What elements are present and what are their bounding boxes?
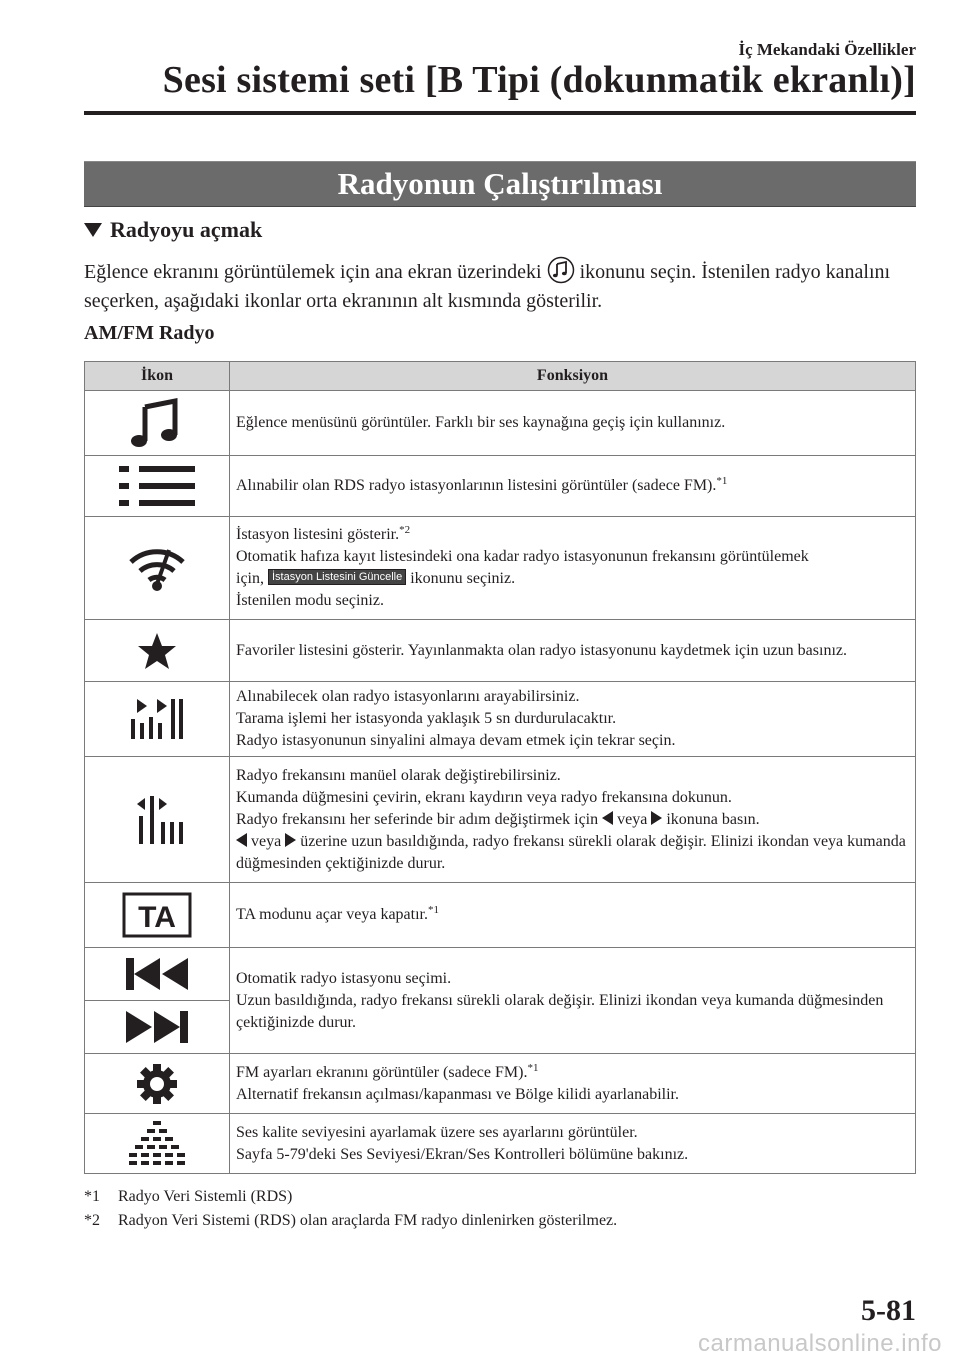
- scan-icon: [127, 693, 187, 745]
- table-row: [85, 1054, 916, 1114]
- function-cell: [230, 517, 916, 620]
- table-row: [85, 757, 916, 883]
- svg-text:TA: TA: [138, 901, 176, 934]
- function-text: Otomatik hafıza kayıt listesindeki ona kadar radyo istasyonunun frekansını görüntülemek: [236, 548, 809, 565]
- function-text: Tarama işlemi her istasyonda yaklaşık 5 sn durdurulacaktır.: [236, 710, 617, 727]
- page-number: 5-81: [861, 1294, 916, 1327]
- tune-down-icon: [236, 833, 247, 847]
- skip-previous-icon: [122, 954, 192, 994]
- function-text: Radyo frekansını her seferinde bir adım değiştirmek için: [236, 810, 599, 828]
- footnote-text: Radyon Veri Sistemi (RDS) olan araçlarda FM radyo dinlenirken gösterilmez.: [118, 1212, 618, 1229]
- function-text: Alınabilir olan RDS radyo istasyonlarının listesini görüntüler (sadece FM).: [236, 477, 717, 494]
- icon-cell: [85, 456, 230, 517]
- tune-up-icon: [651, 811, 662, 825]
- function-cell: [230, 391, 916, 456]
- col-header-function: Fonksiyon: [230, 362, 916, 391]
- table-row: [85, 948, 916, 1054]
- footnote-mark: *1: [84, 1188, 100, 1205]
- star-icon: [137, 631, 177, 671]
- function-text: TA modunu açar veya kapatır.: [236, 906, 428, 923]
- function-text: İstasyon listesini gösterir.: [236, 526, 400, 543]
- table-row: [85, 682, 916, 757]
- function-text: için,: [236, 570, 264, 587]
- seek-next-cell: [85, 1001, 229, 1053]
- tune-down-icon: [602, 811, 613, 825]
- table-row: [85, 517, 916, 620]
- subheading-text: Radyoyu açmak: [110, 217, 263, 242]
- intro-text-after: ikonunu seçin. İstenilen radyo kanalını seçerken, aşağıdaki ikonlar orta ekranının alt kısmında gösterilir.: [84, 261, 891, 312]
- function-cell: [230, 456, 916, 517]
- footnote-ref: *1: [716, 475, 728, 487]
- function-text: Radyo istasyonunun sinyalini almaya devam etmek için tekrar seçin.: [236, 732, 676, 749]
- icon-cell: [85, 883, 230, 948]
- function-text: ikonuna basın.: [666, 810, 760, 828]
- function-text: İstenilen modu seçiniz.: [236, 592, 384, 609]
- function-text: Radyo frekansını manüel olarak değiştirebilirsiniz.: [236, 766, 561, 784]
- function-text: ikonunu seçiniz.: [410, 570, 516, 587]
- function-text: Favoriler listesini gösterir. Yayınlanmakta olan radyo istasyonunu kaydetmek için uzun basınız.: [236, 641, 847, 659]
- function-cell: [230, 883, 916, 948]
- intro-paragraph: [84, 256, 916, 316]
- section-title: Radyonun Çalıştırılması: [84, 161, 916, 207]
- footnote-ref: *1: [427, 904, 439, 916]
- music-note-icon: [127, 395, 187, 451]
- footnote: [84, 1186, 292, 1208]
- icon-cell: [85, 948, 230, 1054]
- function-text: Uzun basıldığında, radyo frekansı sürekli olarak değişir. Elinizi ikondan veya kumanda düğmesinden çektiğinizde durur.: [236, 991, 884, 1031]
- icon-cell: [85, 682, 230, 757]
- col-header-icon: İkon: [85, 362, 230, 391]
- icon-cell: [85, 620, 230, 682]
- function-text: veya: [251, 832, 282, 850]
- function-table: [84, 361, 916, 1174]
- function-text: Otomatik radyo istasyonu seçimi.: [236, 969, 452, 987]
- function-text: Eğlence menüsünü görüntüler. Farklı bir ses kaynağına geçiş için kullanınız.: [236, 414, 726, 431]
- icon-cell: [85, 757, 230, 883]
- table-row: [85, 391, 916, 456]
- table-row: [85, 456, 916, 517]
- icon-cell: [85, 517, 230, 620]
- header-divider: [84, 111, 916, 115]
- function-cell: [230, 1054, 916, 1114]
- skip-next-icon: [122, 1007, 192, 1047]
- footnote-ref: *1: [527, 1061, 539, 1074]
- footnote-text: Radyo Veri Sistemli (RDS): [118, 1188, 293, 1205]
- footnote: [84, 1210, 617, 1232]
- antenna-icon: [127, 542, 187, 594]
- subsection-title: AM/FM Radyo: [84, 322, 215, 344]
- triangle-bullet-icon: [84, 223, 102, 237]
- manual-tune-icon: [127, 792, 187, 848]
- function-cell: [230, 757, 916, 883]
- icon-cell: [85, 1114, 230, 1174]
- function-text: Sayfa 5-79'deki Ses Seviyesi/Ekran/Ses Kontrolleri bölümüne bakınız.: [236, 1145, 689, 1163]
- function-cell: [230, 1114, 916, 1174]
- function-text: Kumanda düğmesini çevirin, ekranı kaydırın veya radyo frekansına dokunun.: [236, 788, 732, 806]
- page-title: Sesi sistemi seti [B Tipi (dokunmatik ekranlı)]: [162, 59, 916, 101]
- function-text: Alternatif frekansın açılması/kapanması ve Bölge kilidi ayarlanabilir.: [236, 1085, 679, 1103]
- gear-icon: [135, 1062, 179, 1106]
- tune-up-icon: [285, 833, 296, 847]
- footnote-ref: *2: [399, 524, 411, 536]
- function-text: Alınabilecek olan radyo istasyonlarını arayabilirsiniz.: [236, 688, 580, 705]
- update-station-list-button: İstasyon Listesini Güncelle: [268, 569, 406, 585]
- function-text: FM ayarları ekranını görüntüler (sadece FM).: [236, 1063, 528, 1081]
- function-cell: [230, 682, 916, 757]
- equalizer-icon: [127, 1119, 187, 1169]
- list-icon: [115, 464, 199, 508]
- chapter-label: İç Mekandaki Özellikler: [738, 40, 916, 59]
- watermark: carmanualsonline.info: [698, 1330, 942, 1357]
- function-text: veya: [617, 810, 648, 828]
- music-note-icon: [547, 256, 575, 284]
- function-cell: [230, 620, 916, 682]
- seek-prev-cell: [85, 948, 229, 1001]
- function-text: üzerine uzun basıldığında, radyo frekansı sürekli olarak değişir. Elinizi ikondan veya kumanda düğmesinden çektiğinizde durur.: [236, 832, 906, 872]
- icon-cell: [85, 391, 230, 456]
- ta-icon: [122, 892, 192, 938]
- icon-cell: [85, 1054, 230, 1114]
- table-header-row: [85, 362, 916, 391]
- subheading: [84, 217, 262, 243]
- function-text: Ses kalite seviyesini ayarlamak üzere ses ayarlarını görüntüler.: [236, 1123, 638, 1141]
- footnote-mark: *2: [84, 1212, 100, 1229]
- table-row: [85, 883, 916, 948]
- intro-text-before: Eğlence ekranını görüntülemek için ana ekran üzerindeki: [84, 261, 542, 283]
- table-row: [85, 1114, 916, 1174]
- table-row: [85, 620, 916, 682]
- function-cell: [230, 948, 916, 1054]
